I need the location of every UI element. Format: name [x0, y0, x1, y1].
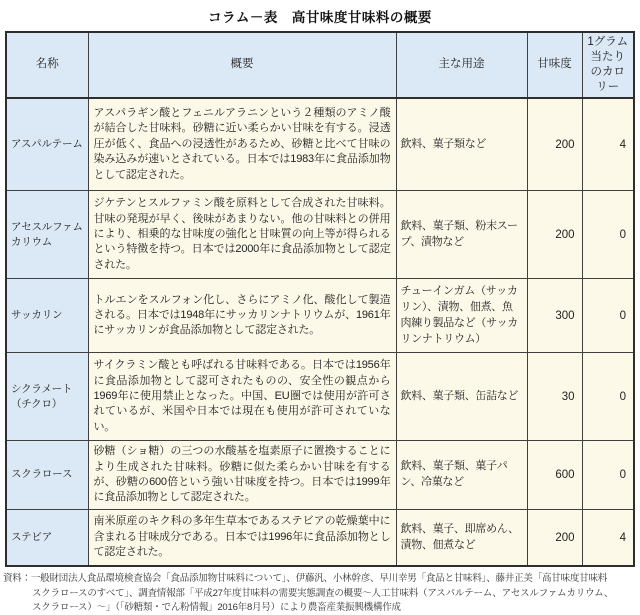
cell-name: ステビア — [6, 509, 88, 566]
cell-calories: 0 — [582, 279, 634, 353]
cell-sweetness: 200 — [527, 191, 582, 279]
source-note-line: 資料：一般財団法人食品環境検査協会「食品添加物甘味料について」、伊藤汎、小林幹彦、早川幸男「食品と甘味料」、藤井正美「高甘味度甘味料 — [3, 573, 608, 585]
cell-calories: 0 — [582, 441, 634, 510]
cell-uses: 飲料、菓子、即席めん、漬物、佃煮など — [396, 509, 527, 566]
column-header-overview: 概要 — [88, 32, 396, 98]
source-note-line: スクラロース）～」（「砂糖類・でん粉情報」2016年8月号）により農畜産業振興機構作成 — [32, 601, 401, 613]
cell-sweetness: 200 — [527, 98, 582, 191]
column-header-calories: 1グラム当たりのカロリー — [582, 32, 634, 98]
cell-uses: 飲料、菓子類、粉末スープ、漬物など — [396, 191, 527, 279]
cell-name: シクラメート（チクロ） — [6, 353, 88, 441]
cell-sweetness: 30 — [527, 353, 582, 441]
cell-uses: チューインガム（サッカリン）、漬物、佃煮、魚肉練り製品など（サッカリンナトリウム） — [396, 279, 527, 353]
cell-description: ジケテンとスルファミン酸を原料として合成された甘味料。甘味の発現が早く、後味があまりない。他の甘味料との併用により、相乗的な甘味度の強化と甘味質の向上等が得られるという特徴を持つ。日本では2000年に食品添加物として認定された。 — [88, 191, 396, 279]
cell-name: アセスルファムカリウム — [6, 191, 88, 279]
page-title: コラム－表 高甘味度甘味料の概要 — [208, 10, 432, 25]
cell-sweetness: 200 — [527, 509, 582, 566]
cell-calories: 0 — [582, 191, 634, 279]
cell-description: 砂糖（ショ糖）の三つの水酸基を塩素原子に置換することにより生成された甘味料。砂糖に似た柔らかい甘味を有するが、砂糖の600倍という強い甘味度を持つ。日本では1999年に食品添加物として認定された。 — [88, 441, 396, 510]
cell-calories: 0 — [582, 353, 634, 441]
header-row — [6, 32, 634, 98]
cell-uses: 飲料、菓子類、缶詰など — [396, 353, 527, 441]
table-row-acesulfame-k — [6, 191, 634, 279]
table-row-saccharin — [6, 279, 634, 353]
cell-description: 南米原産のキク科の多年生草本であるステビアの乾燥葉中に含まれる甘味成分である。日本では1996年に食品添加物として認定された。 — [88, 509, 396, 566]
cell-calories: 4 — [582, 509, 634, 566]
table-row-sucralose — [6, 441, 634, 510]
cell-description: サイクラミン酸とも呼ばれる甘味料である。日本では1956年に食品添加物として認可されたものの、安全性の観点から1969年に使用禁止となった。中国、EU圏では使用が許可されているが、米国や日本では現在も使用が許可されていない。 — [88, 353, 396, 441]
column-header-name: 名称 — [6, 32, 88, 98]
table-row-aspartame — [6, 98, 634, 191]
sweetener-overview-table — [5, 31, 635, 567]
cell-description: アスパラギン酸とフェニルアラニンという２種類のアミノ酸が結合した甘味料。砂糖に近い柔らかい甘味を有する。浸透圧が低く、食品への浸透性があるため、砂糖と比べて甘味の染み込みが速いとされている。日本では1983年に食品添加物として認定された。 — [88, 98, 396, 191]
column-header-uses: 主な用途 — [396, 32, 527, 98]
table-row-cyclamate — [6, 353, 634, 441]
cell-name: アスパルテーム — [6, 98, 88, 191]
cell-name: サッカリン — [6, 279, 88, 353]
column-header-sweetness: 甘味度 — [527, 32, 582, 98]
source-note-line: スクラロースのすべて」、調査情報部「平成27年度甘味料の需要実態調査の概要～人工甘味料（アスパルテーム、アセスルファムカリウム、 — [32, 587, 614, 599]
cell-uses: 飲料、菓子類など — [396, 98, 527, 191]
cell-sweetness: 600 — [527, 441, 582, 510]
cell-name: スクラロース — [6, 441, 88, 510]
cell-description: トルエンをスルフォン化し、さらにアミノ化、酸化して製造される。日本では1948年にサッカリンナトリウムが、1961年にサッカリンが食品添加物として認定された。 — [88, 279, 396, 353]
cell-sweetness: 300 — [527, 279, 582, 353]
cell-calories: 4 — [582, 98, 634, 191]
source-note — [3, 572, 638, 615]
table-row-stevia — [6, 509, 634, 566]
cell-uses: 飲料、菓子類、菓子パン、冷菓など — [396, 441, 527, 510]
